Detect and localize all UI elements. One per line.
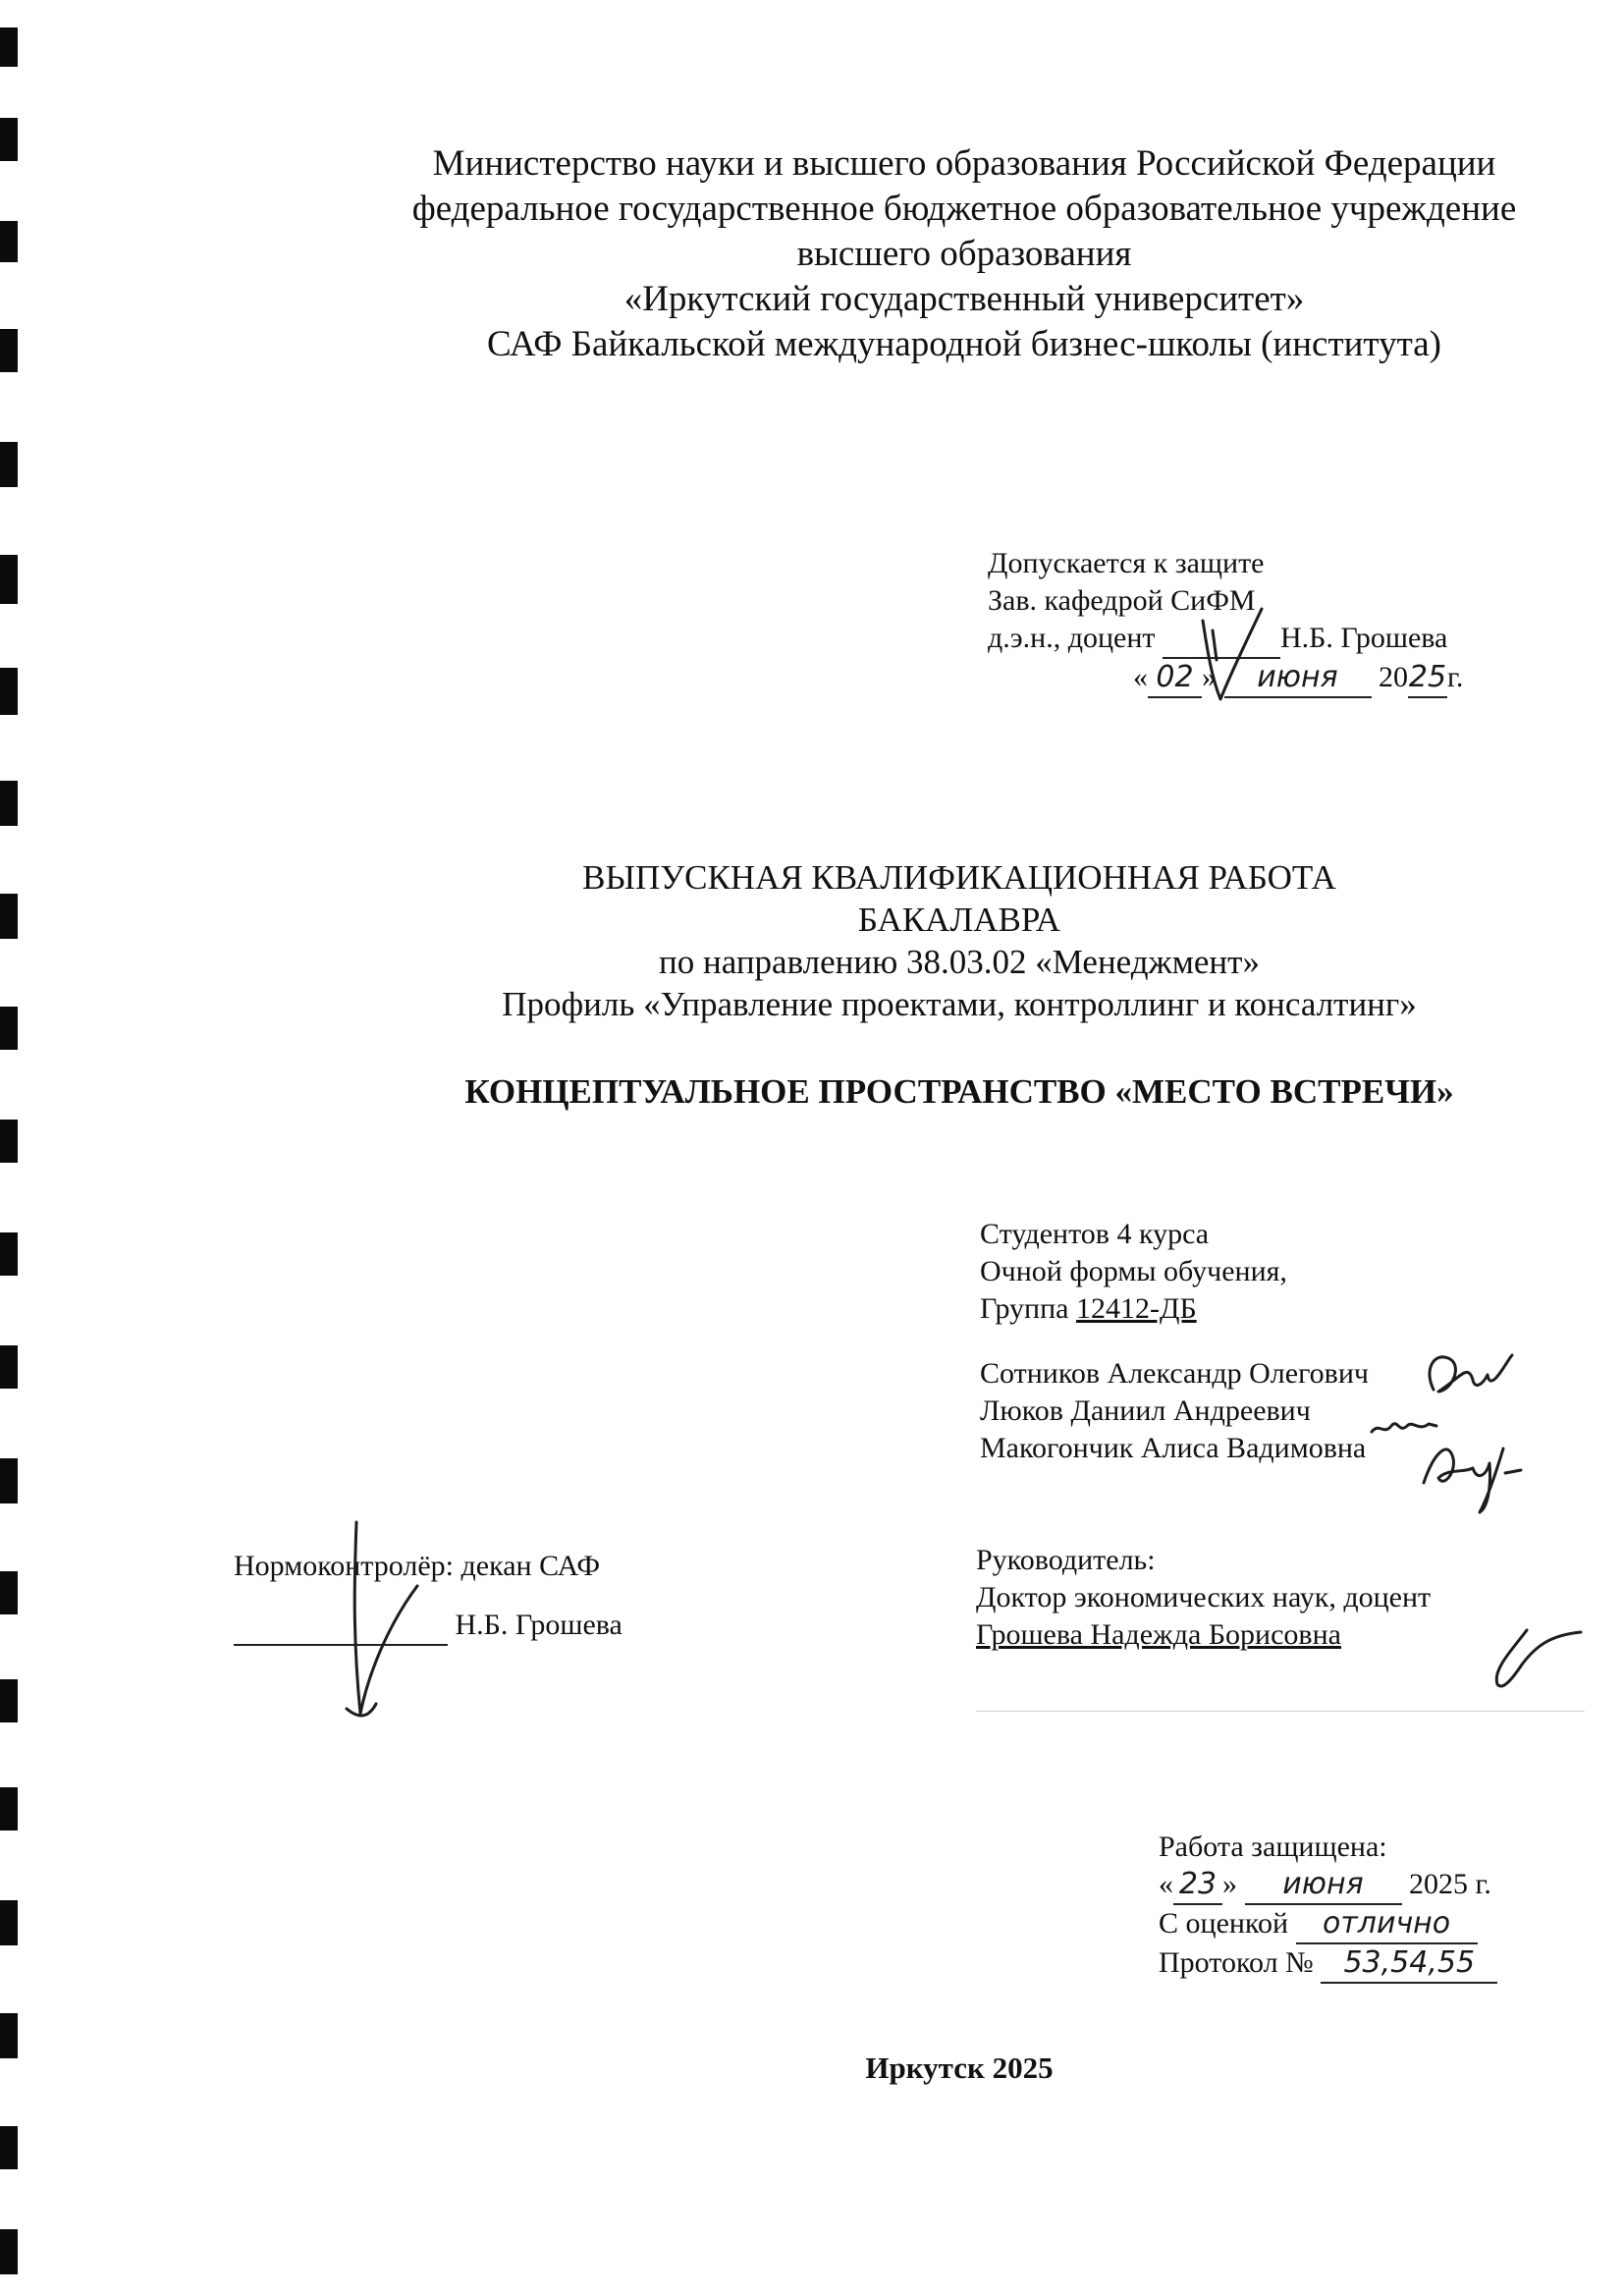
admission-year: 25 (1408, 659, 1447, 698)
grade-label: С оценкой (1159, 1907, 1289, 1940)
supervisor-title: Доктор экономических наук, доцент (976, 1581, 1432, 1613)
supervisor-signature (1473, 1611, 1591, 1699)
degree-level: БАКАЛАВРА (857, 901, 1061, 939)
admission-date: « 02 » июня 2025г. (988, 659, 1463, 698)
head-name: Н.Б. Грошева (1280, 622, 1448, 654)
group-label: Группа (980, 1292, 1069, 1325)
protocol-label: Протокол № (1159, 1946, 1314, 1979)
course-line: Студентов 4 курса (980, 1218, 1210, 1250)
ministry-line: Министерство науки и высшего образования Российской Федерации (432, 143, 1496, 184)
city-year: Иркутск 2025 (865, 2050, 1054, 2085)
normcontrol-signature (339, 1517, 437, 1733)
normcontrol-label: Нормоконтролёр: декан САФ (234, 1550, 601, 1582)
defense-month: июня (1245, 1866, 1402, 1905)
study-form: Очной формы обучения, (980, 1255, 1287, 1287)
grade-value: отлично (1296, 1905, 1478, 1944)
university-name: «Иркутский государственный университет» (623, 279, 1305, 319)
supervisor-block (976, 1542, 1431, 1654)
faculty-name: САФ Байкальской международной бизнес-школы (института) (487, 324, 1441, 364)
defense-date: « 23 » июня 2025 г. (1159, 1866, 1497, 1905)
institution-header (0, 141, 1624, 367)
admission-month: июня (1224, 659, 1372, 698)
normcontrol-name: Н.Б. Грошева (455, 1609, 623, 1641)
protocol-number: 53,54,55 (1321, 1944, 1497, 1984)
student-signature (1419, 1429, 1527, 1517)
defense-day: 23 (1173, 1866, 1222, 1905)
students-block (980, 1216, 1369, 1467)
supervisor-divider (976, 1711, 1585, 1712)
student-name: Сотников Александр Олегович (980, 1357, 1369, 1390)
supervisor-name: Грошева Надежда Борисовна (976, 1618, 1341, 1651)
admission-title: Допускается к защите (988, 547, 1265, 579)
institution-type-line: федеральное государственное бюджетное образовательное учреждение (411, 189, 1517, 229)
defense-block (1159, 1829, 1497, 1984)
work-type: ВЫПУСКНАЯ КВАЛИФИКАЦИОННАЯ РАБОТА (582, 858, 1336, 897)
student-name: Люков Даниил Андреевич (980, 1394, 1311, 1427)
admission-day: 02 (1148, 659, 1202, 698)
thesis-topic: КОНЦЕПТУАЛЬНОЕ ПРОСТРАНСТВО «МЕСТО ВСТРЕЧИ» (464, 1072, 1454, 1111)
study-profile: Профиль «Управление проектами, контроллинг и консалтинг» (502, 985, 1417, 1023)
head-signature (1193, 601, 1272, 709)
student-name: Макогончик Алиса Вадимовна (980, 1432, 1367, 1464)
study-direction: по направлению 38.03.02 «Менеджмент» (659, 943, 1260, 981)
education-level-line: высшего образования (796, 234, 1132, 274)
student-signature (1414, 1350, 1532, 1409)
work-title-block (0, 856, 1624, 1025)
defense-year: 2025 г. (1409, 1868, 1491, 1900)
department-head: Зав. кафедрой СиФМ (988, 584, 1256, 617)
defense-title: Работа защищена: (1159, 1831, 1387, 1863)
group-number: 12412-ДБ (1075, 1292, 1197, 1325)
supervisor-label: Руководитель: (976, 1544, 1156, 1576)
degree: д.э.н., доцент (988, 622, 1156, 654)
